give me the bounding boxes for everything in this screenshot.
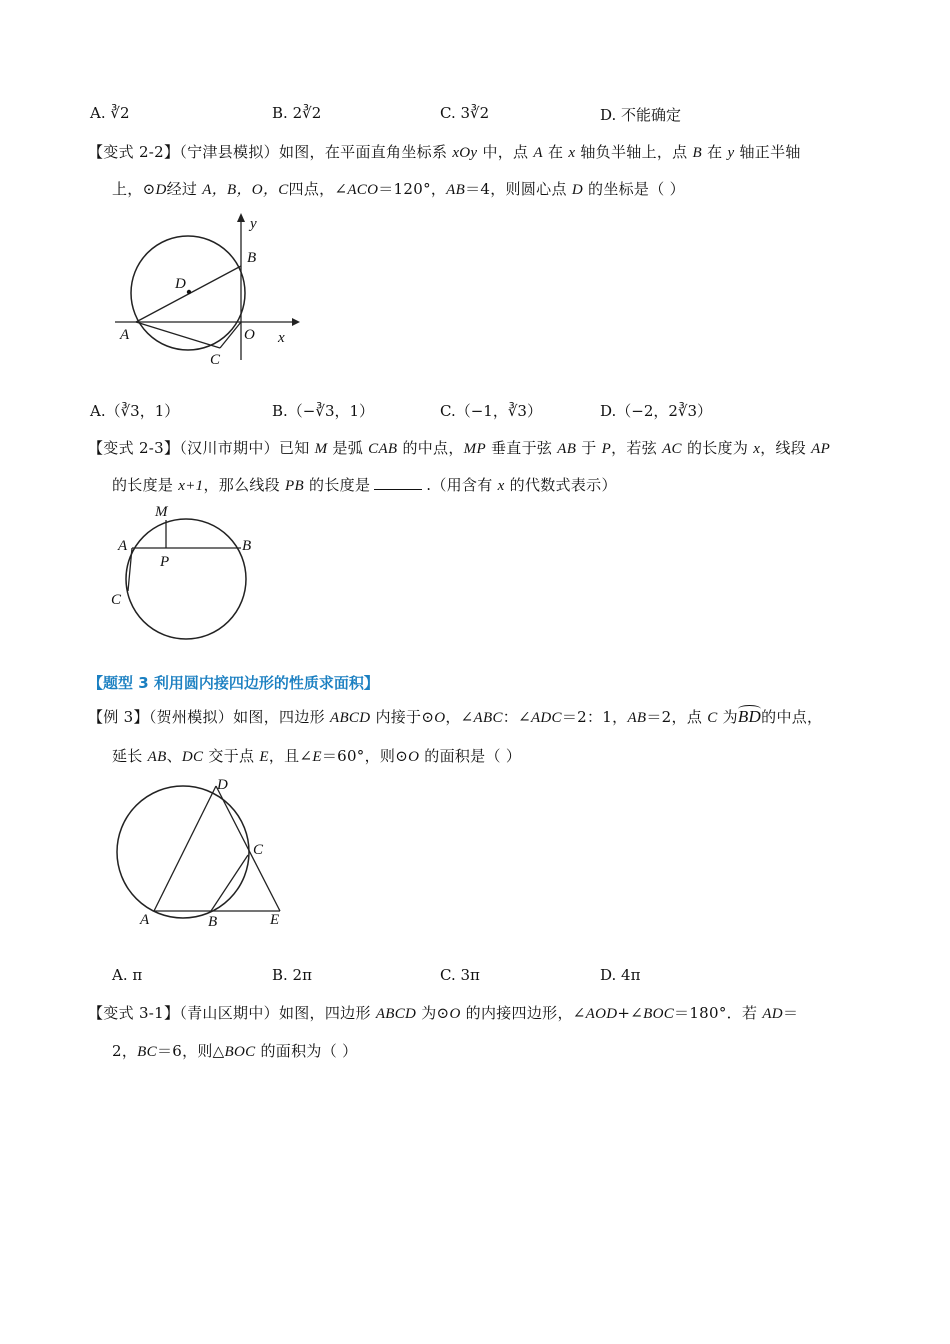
cube-root-icon: ∛ xyxy=(110,104,120,122)
label-m: M xyxy=(155,504,168,520)
ex3-line2: 延长 AB、DC 交于点 E，且∠E＝60°，则⊙O 的面积是（ ） xyxy=(112,747,522,765)
cube-root-icon: ∛ xyxy=(470,104,480,122)
figure-circle-coordinate xyxy=(110,210,310,370)
circle xyxy=(126,519,246,639)
label-c: C xyxy=(253,842,264,858)
segment-de xyxy=(216,786,280,911)
label-o: O xyxy=(244,327,255,343)
question-tag: 【变式 3-1】 xyxy=(88,1004,180,1022)
label-a: A xyxy=(118,538,128,554)
segment-ad xyxy=(154,786,216,911)
label-d: D xyxy=(217,777,228,793)
v22-option-a: A.（∛3，1） xyxy=(90,402,180,420)
option-c: C. 3∛2 xyxy=(440,104,490,122)
option-b: B. 2∛2 xyxy=(272,104,322,122)
question-tag: 【变式 2-3】 xyxy=(88,439,180,457)
cube-root-icon: ∛ xyxy=(315,402,325,420)
label-e: E xyxy=(270,912,280,928)
cube-root-icon: ∛ xyxy=(507,402,518,420)
label-a: A xyxy=(120,327,130,343)
segment-co xyxy=(220,322,241,348)
option-a: A. ∛2 xyxy=(90,104,130,122)
label-b: B xyxy=(247,250,257,266)
section-heading: 【题型 3 利用圆内接四边形的性质求面积】 xyxy=(88,674,379,692)
v31-line1: 【变式 3-1】（青山区期中）如图，四边形 ABCD 为⊙O 的内接四边形，∠AOD+∠BOC＝180°．若 AD＝ xyxy=(88,1004,799,1022)
v31-line2: 2，BC＝6，则△BOC 的面积为（ ） xyxy=(112,1042,358,1060)
v22-option-d: D.（−2，2∛3） xyxy=(600,402,713,420)
figure-inscribed-quadrilateral xyxy=(110,772,310,932)
ex3-option-b: B. 2π xyxy=(272,966,312,984)
v22-option-b: B.（−∛3，1） xyxy=(272,402,375,420)
ex3-option-c: C. 3π xyxy=(440,966,480,984)
label-c: C xyxy=(111,592,122,608)
cube-root-icon: ∛ xyxy=(302,104,312,122)
v22-option-c: C.（−1，∛3） xyxy=(440,402,542,420)
segment-bc xyxy=(211,855,248,911)
label-y: y xyxy=(250,216,257,232)
label-d: D xyxy=(175,276,186,292)
question-tag: 【变式 2-2】 xyxy=(88,143,180,161)
x-axis-arrow-icon xyxy=(292,318,300,326)
ex3-line1: 【例 3】（贺州模拟）如图，四边形 ABCD 内接于⊙O，∠ABC：∠ADC＝2：1，AB＝2，点 C 为BD的中点， xyxy=(88,707,823,726)
label-b: B xyxy=(242,538,252,554)
ex3-option-a: A. π xyxy=(112,966,143,984)
label-a: A xyxy=(140,912,150,928)
figure-circle-chord xyxy=(105,498,265,648)
v22-line2: 上，⊙D经过 A，B，O，C四点，∠ACO＝120°，AB＝4，则圆心点 D 的坐标是（ ） xyxy=(112,180,685,198)
ex3-option-d: D. 4π xyxy=(600,966,641,984)
label-b: B xyxy=(208,914,218,930)
center-point-d xyxy=(187,290,191,294)
v23-line1: 【变式 2-3】（汉川市期中）已知 M 是弧 CAB 的中点，MP 垂直于弦 AB 于 P，若弦 AC 的长度为 x，线段 AP xyxy=(88,439,831,457)
cube-root-icon: ∛ xyxy=(677,402,688,420)
cube-root-icon: ∛ xyxy=(120,402,131,420)
label-x: x xyxy=(278,330,285,346)
answer-blank[interactable] xyxy=(374,475,422,490)
question-tag: 【例 3】 xyxy=(88,708,149,726)
chord-ac xyxy=(128,548,132,591)
v23-line2: 的长度是 x+1，那么线段 PB 的长度是 .（用含有 x 的代数式表示） xyxy=(112,476,617,494)
v22-line1: 【变式 2-2】（宁津县模拟）如图，在平面直角坐标系 xOy 中，点 A 在 x 轴负半轴上，点 B 在 y 轴正半轴 xyxy=(88,143,801,161)
arc-bd: BD xyxy=(737,707,762,726)
y-axis-arrow-icon xyxy=(237,213,245,222)
label-c: C xyxy=(210,352,221,368)
option-d: D. 不能确定 xyxy=(600,106,682,124)
label-p: P xyxy=(160,554,170,570)
